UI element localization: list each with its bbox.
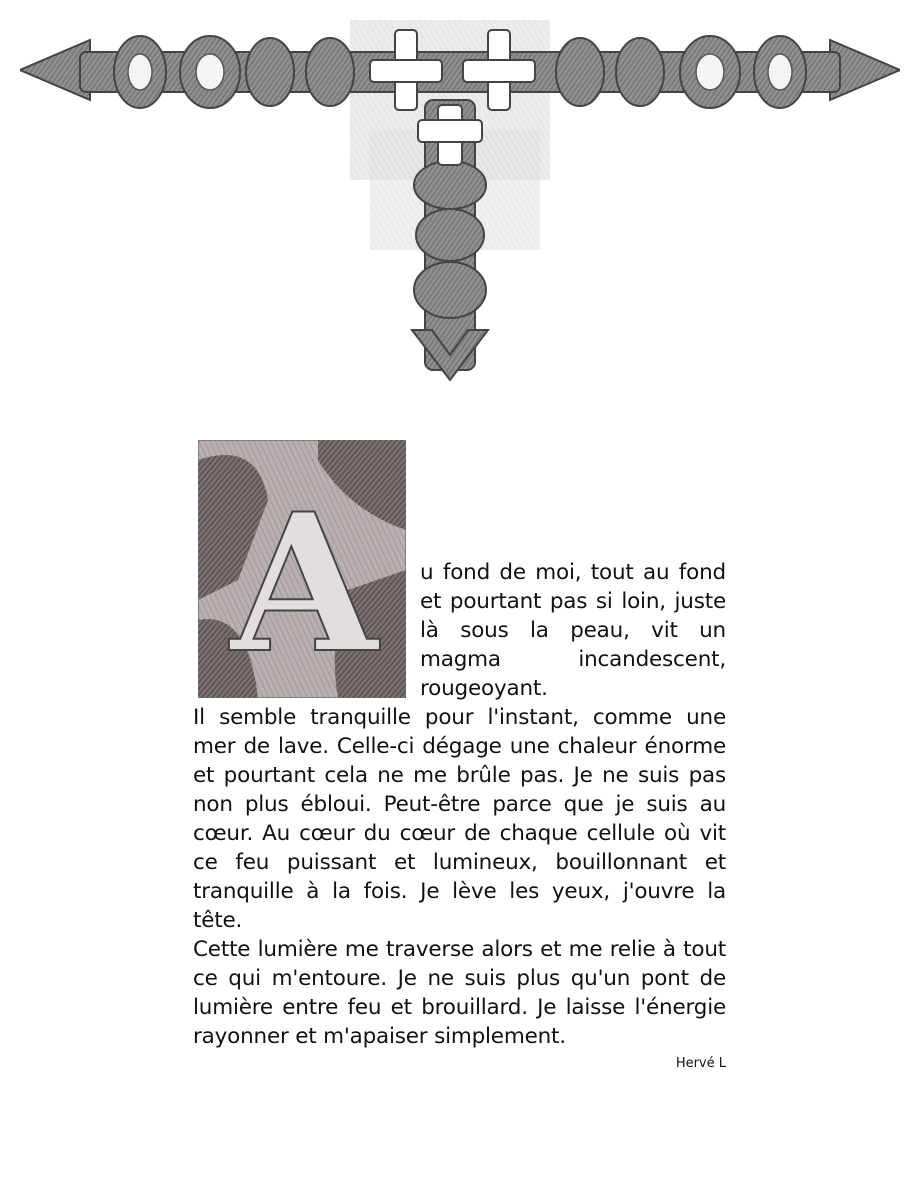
ornamental-header-illustration [20,10,900,390]
paragraph-2: Il semble tranquille pour l'instant, comme une mer de lave. Celle-ci dégage une chaleur énorme et pourtant cela ne me brûle pas. Je ne suis pas non plus ébloui. Peut-être parce que je suis au cœur. Au cœur du cœur de chaque cellule où vit ce feu puissant et lumineux, bouillonnant et tranquille à la fois. Je lève les yeux, j'ouvre la tête. [193,705,726,933]
article-body [193,440,726,1051]
author-signature: Hervé L [675,1056,726,1071]
illuminated-letter-a [198,440,406,698]
dropcap-letter: A [230,472,378,695]
dropcap-illustration [198,440,406,698]
intro-paragraph: u fond de moi, tout au fond et pourtant pas si loin, juste là sous la peau, vit un magma incandescent, rougeoyant. [420,560,726,701]
paragraph-3: Cette lumière me traverse alors et me relie à tout ce qui m'entoure. Je ne suis plus qu'un pont de lumière entre feu et brouillard. Je laisse l'énergie rayonner et m'apaiser simplement. [193,937,726,1049]
